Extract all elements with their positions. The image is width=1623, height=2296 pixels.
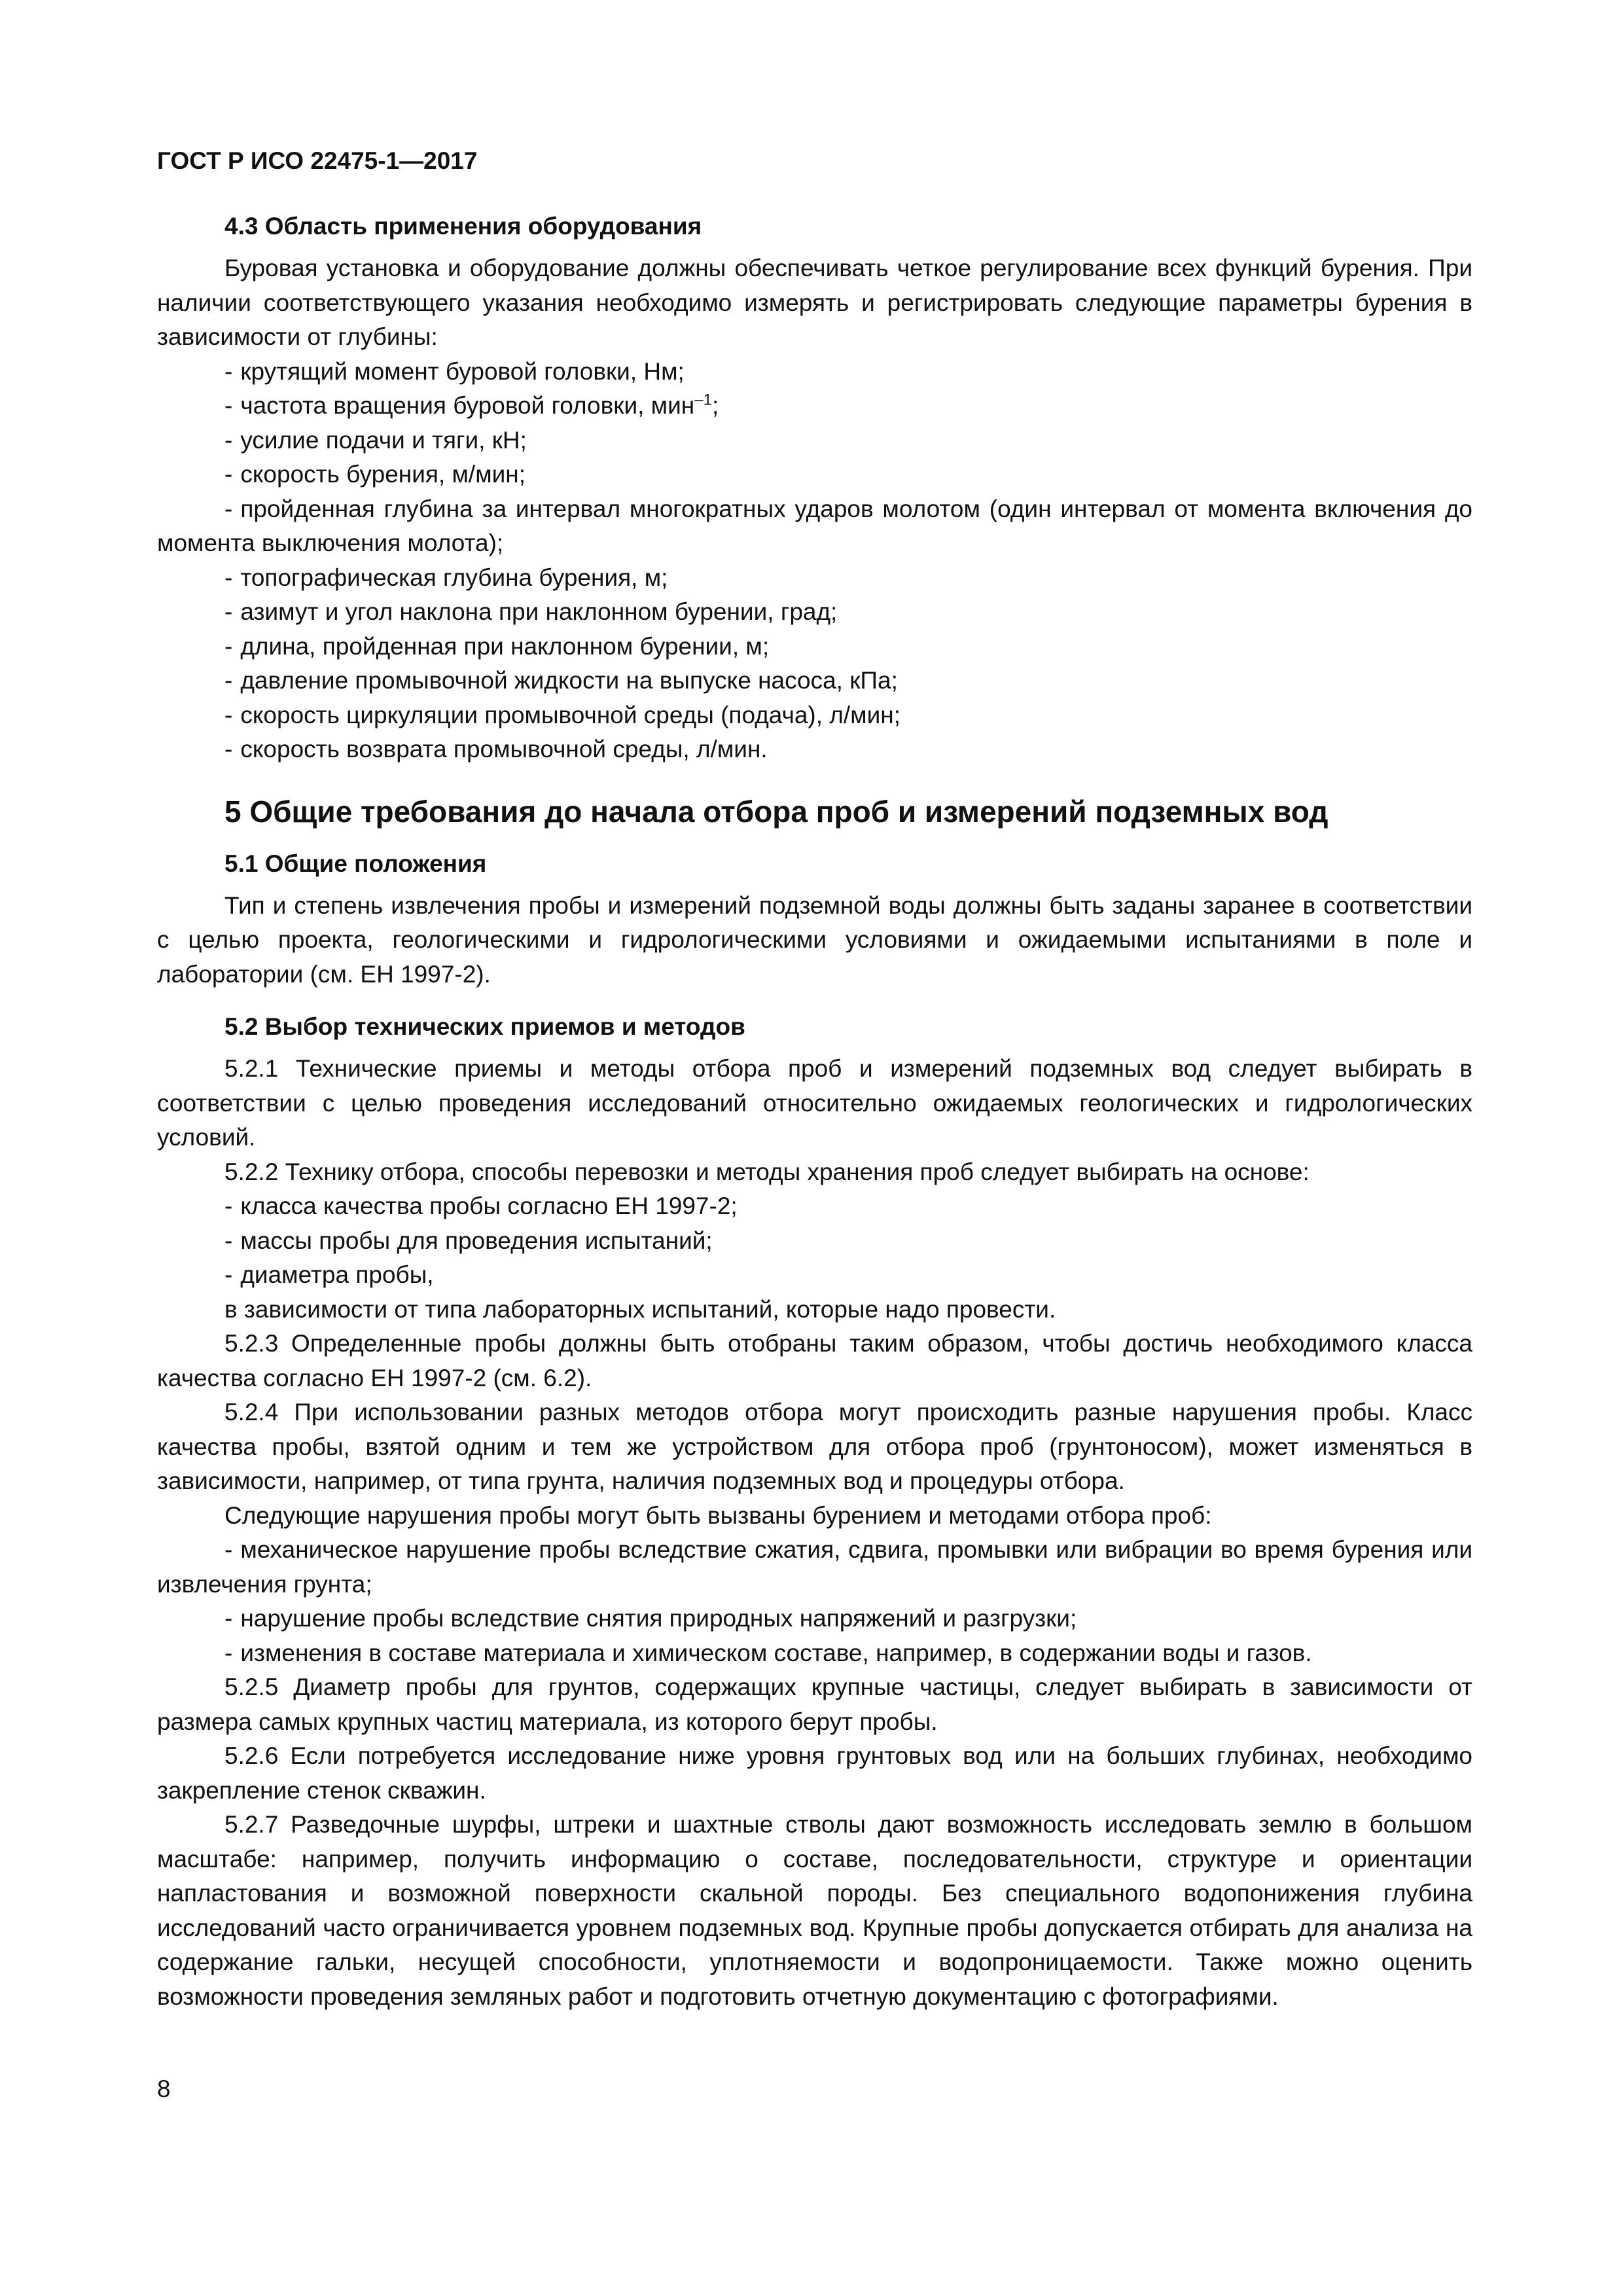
paragraph-5-2-6: 5.2.6 Если потребуется исследование ниже уровня грунтовых вод или на больших глубинах, необходимо закрепление стенок скважин. bbox=[157, 1742, 1472, 1804]
list-item: - изменения в составе материала и химическом составе, например, в содержании воды и газов. bbox=[224, 1639, 1312, 1666]
paragraph-5-2-4: 5.2.4 При использовании разных методов отбора могут происходить разные нарушения пробы. Класс качества пробы, взятой одним и тем же устройством для отбора проб (грунтоносом), может изменяться в зависимости, например, от типа грунта, наличия подземных вод и процедуры отбора. bbox=[157, 1399, 1472, 1494]
dash: - bbox=[224, 736, 233, 762]
dash: - bbox=[224, 392, 233, 419]
section-5-1-title: 5.1 Общие положения bbox=[224, 850, 487, 877]
dash: - bbox=[224, 357, 233, 385]
section-5-title: 5 Общие требования до начала отбора проб и измерений подземных вод bbox=[224, 794, 1329, 829]
paragraph-5-2-2: 5.2.2 Технику отбора, способы перевозки и методы хранения проб следует выбирать на основе: bbox=[224, 1158, 1310, 1185]
dash: - bbox=[224, 701, 233, 728]
dash: - bbox=[224, 1536, 233, 1563]
section-5-1-text: Тип и степень извлечения пробы и измерений подземной воды должны быть заданы заранее в соответствии с целью проекта, геологическими и гидрологическими условиями и ожидаемыми испытаниями в поле и лаборатории (см. ЕН 1997-2). bbox=[157, 891, 1472, 988]
page-number: 8 bbox=[157, 2075, 171, 2102]
superscript: –1 bbox=[694, 391, 712, 409]
paragraph-5-2-5: 5.2.5 Диаметр пробы для грунтов, содержащих крупные частицы, следует выбирать в зависимости от размера самых крупных частиц материала, из которого берут пробы. bbox=[157, 1674, 1472, 1735]
dash: - bbox=[224, 1261, 233, 1288]
list-item: - крутящий момент буровой головки, Нм; bbox=[224, 357, 685, 385]
dash: - bbox=[224, 1193, 233, 1219]
list-item: - частота вращения буровой головки, мин$^{-1}$; bbox=[224, 391, 719, 419]
paragraph-5-2-3: 5.2.3 Определенные пробы должны быть отобраны таким образом, чтобы достичь необходимого класса качества согласно ЕН 1997-2 (см. 6.2). bbox=[157, 1330, 1472, 1391]
drilling-parameters-list bbox=[157, 355, 1472, 767]
dash: - bbox=[224, 1227, 233, 1254]
list-item: - скорость бурения, м/мин; bbox=[224, 461, 526, 488]
list-item: - диаметра пробы, bbox=[224, 1261, 434, 1288]
dash: - bbox=[224, 564, 233, 591]
list-item: - пройденная глубина за интервал многократных ударов молотом (один интервал от момента включения до момента выключения молота); bbox=[157, 495, 1472, 556]
dash: - bbox=[224, 598, 233, 625]
list-item: - скорость циркуляции промывочной среды (подача), л/мин; bbox=[224, 701, 901, 728]
dash: - bbox=[224, 426, 233, 454]
list-item: - давление промывочной жидкости на выпуске насоса, кПа; bbox=[224, 667, 898, 694]
list-item: - длина, пройденная при наклонном бурении, м; bbox=[224, 632, 770, 660]
list-item: - азимут и угол наклона при наклонном бурении, град; bbox=[224, 598, 838, 625]
dash: - bbox=[224, 1605, 233, 1632]
list-item: - массы пробы для проведения испытаний; bbox=[224, 1227, 713, 1254]
dash: - bbox=[224, 667, 233, 694]
section-5-2-title: 5.2 Выбор технических приемов и методов bbox=[224, 1013, 745, 1040]
dash: - bbox=[224, 632, 233, 660]
dash: - bbox=[224, 461, 233, 488]
dash: - bbox=[224, 1639, 233, 1666]
paragraph-5-2-1: 5.2.1 Технические приемы и методы отбора проб и измерений подземных вод следует выбирать в соответствии с целью проведения исследований относительно ожидаемых геологических и гидрологических условий. bbox=[157, 1055, 1472, 1151]
paragraph-5-2-4-b: Следующие нарушения пробы могут быть вызваны бурением и методами отбора проб: bbox=[224, 1501, 1212, 1529]
dash: - bbox=[224, 495, 233, 522]
list-item: - класса качества пробы согласно ЕН 1997-2; bbox=[224, 1193, 738, 1219]
document-header: ГОСТ Р ИСО 22475-1—2017 bbox=[157, 147, 478, 174]
document-page bbox=[157, 145, 1472, 2014]
list-item: - топографическая глубина бурения, м; bbox=[224, 564, 668, 591]
list-item: - усилие подачи и тяги, кН; bbox=[224, 426, 527, 454]
section-4-3-intro: Буровая установка и оборудование должны обеспечивать четкое регулирование всех функций бурения. При наличии соответствующего указания необходимо измерять и регистрировать следующие параметры бурения в зависимости от глубины: bbox=[157, 255, 1472, 350]
list-item: - механическое нарушение пробы вследствие сжатия, сдвига, промывки или вибрации во время бурения или извлечения грунта; bbox=[157, 1536, 1472, 1598]
paragraph-5-2-7: 5.2.7 Разведочные шурфы, штреки и шахтные стволы дают возможность исследовать землю в большом масштабе: например, получить информацию о составе, последовательности, структуре и ориентации напластования и возможной поверхности скальной породы. Без специального водопонижения глубина исследований часто ограничивается уровнем подземных вод. Крупные пробы допускается отбирать для анализа на содержание гальки, несущей способности, уплотняемости и водопроницаемости. Также можно оценить возможности проведения земляных работ и подготовить отчетную документацию с фотографиями. bbox=[157, 1811, 1472, 2010]
paragraph-5-2-2-tail: в зависимости от типа лабораторных испытаний, которые надо провести. bbox=[224, 1295, 1056, 1323]
section-4-3-title: 4.3 Область применения оборудования bbox=[224, 213, 702, 240]
list-item: - скорость возврата промывочной среды, л/мин. bbox=[224, 736, 768, 762]
list-item: - нарушение пробы вследствие снятия природных напряжений и разгрузки; bbox=[224, 1605, 1077, 1632]
